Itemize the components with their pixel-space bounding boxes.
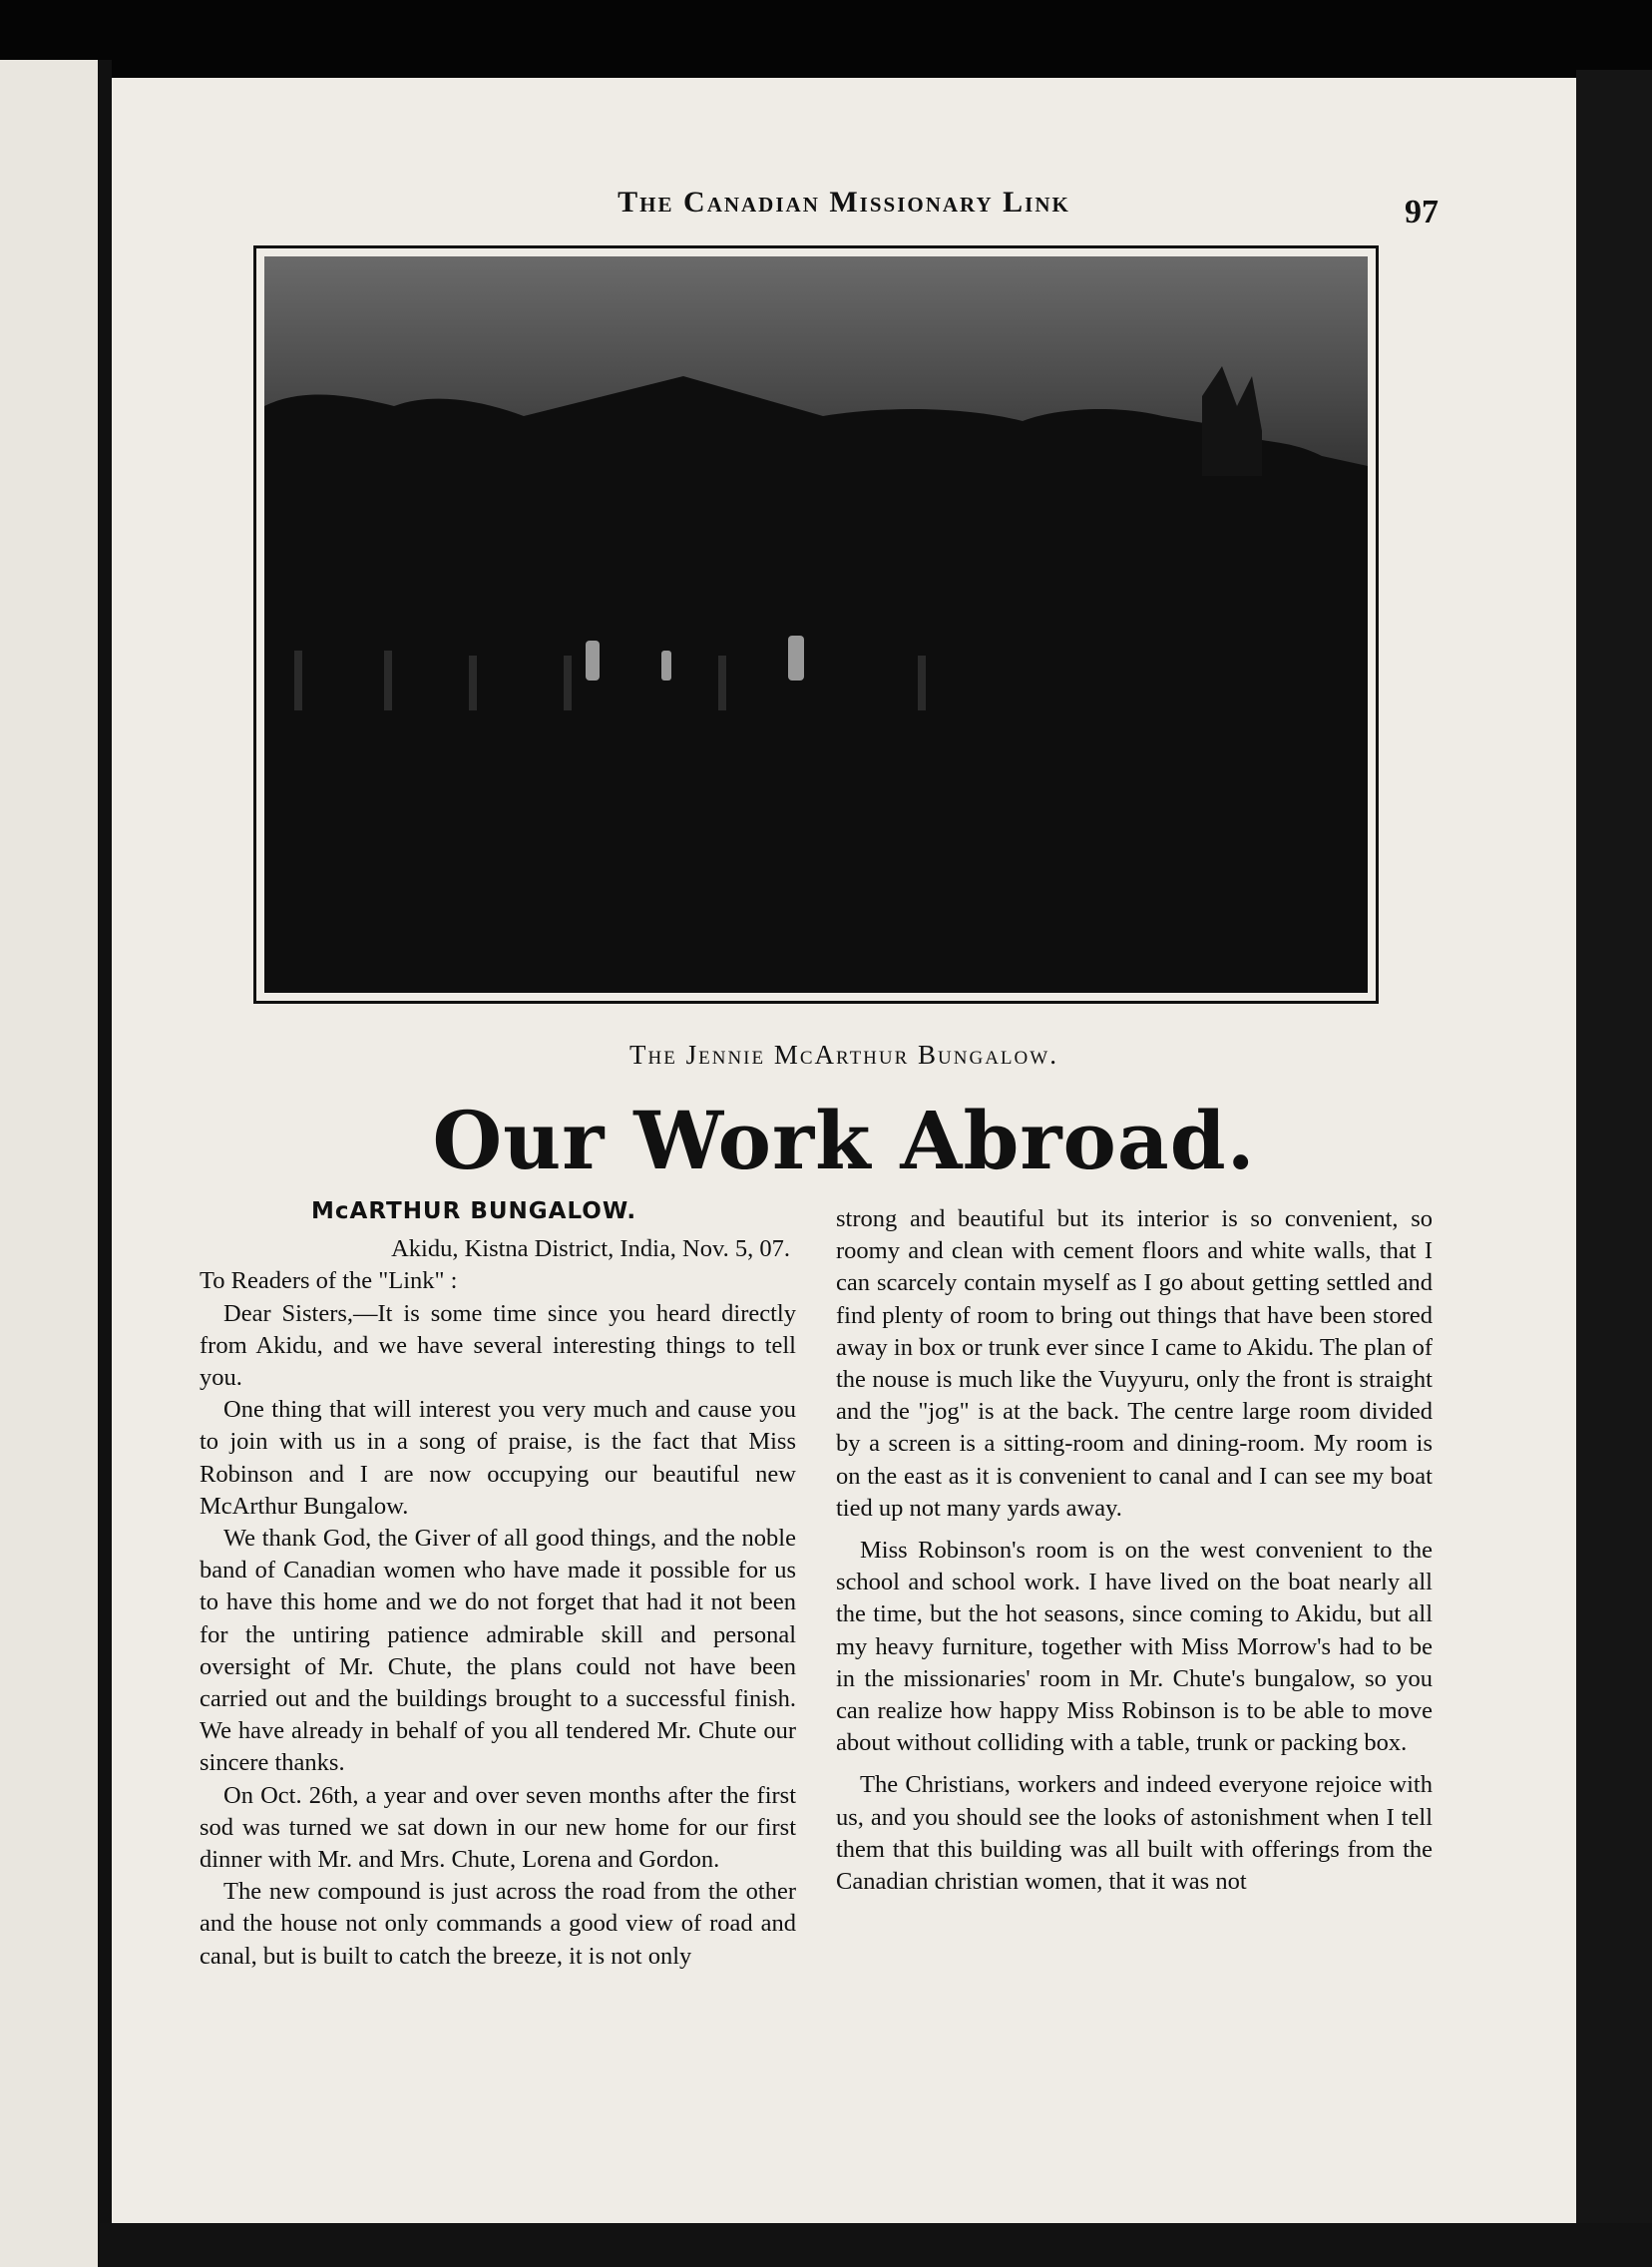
paragraph: We thank God, the Giver of all good things, and the noble band of Canadian women who have made it possible for us to have this home and we do not forget that had it not been for the untiring patience admirable skill and personal oversight of Mr. Chute, the plans could not have been carried out and the buildings brought to a successful finish. We have already in behalf of you all tendered Mr. Chute our sincere thanks. (200, 1525, 796, 1777)
right-column (836, 1203, 1433, 1898)
article-dateline: Akidu, Kistna District, India, Nov. 5, 07. (391, 1235, 790, 1263)
left-column (200, 1195, 796, 1973)
article-salutation: To Readers of the "Link" : (200, 1267, 458, 1295)
photo-frame (253, 245, 1379, 1004)
section-title: Our Work Abroad. (432, 1094, 1256, 1187)
bungalow-photo-image (264, 256, 1368, 993)
paragraph: Dear Sisters,—It is some time since you heard directly from Akidu, and we have several interesting things to tell you. (200, 1299, 796, 1392)
bungalow-photo (264, 256, 1368, 993)
magazine-page (112, 78, 1576, 2223)
article-heading: McARTHUR BUNGALOW. (311, 1198, 637, 1224)
paragraph: Miss Robinson's room is on the west convenient to the school and school work. I have lived on the boat nearly all the time, but the hot seasons, since coming to Akidu, but all my heavy furniture, together with Miss Morrow's had to be in the missionaries' room in Mr. Chute's bungalow, so you can realize how happy Miss Robinson is to be able to move about without colliding with a table, trunk or packing box. (836, 1537, 1433, 1757)
page-number: 97 (1405, 194, 1439, 230)
paragraph: strong and beautiful but its interior is so convenient, so roomy and clean with cement floors and white walls, that I can scarcely contain myself as I go about getting settled and find plenty of room to bring out things that have been stored away in box or trunk ever since I came to Akidu. The plan of the nouse is much like the Vuyyuru, only the front is straight and the "jog" is at the back. The centre large room divided by a screen is a sitting-room and dining-room. My room is on the east as it is convenient to canal and I can see my boat tied up not many yards away. (836, 1205, 1433, 1522)
facing-page-edge (0, 60, 100, 2267)
photo-caption: The Jennie McArthur Bungalow. (629, 1040, 1058, 1070)
running-head: The Canadian Missionary Link (618, 186, 1070, 219)
paragraph: The Christians, workers and indeed everyone rejoice with us, and you should see the looks of astonishment when I tell them that this building was all built with offerings from the Canadian christian women, that it was not (836, 1771, 1433, 1896)
scan-top-border (0, 0, 1652, 78)
binding-gutter (98, 60, 112, 2267)
scan-bottom-border (100, 2223, 1652, 2267)
scan-right-border (1576, 70, 1652, 2267)
paragraph: On Oct. 26th, a year and over seven months after the first sod was turned we sat down in our new home for our first dinner with Mr. and Mrs. Chute, Lorena and Gordon. (200, 1781, 796, 1874)
paragraph: The new compound is just across the road from the other and the house not only commands a good view of road and canal, but is built to catch the breeze, it is not only (200, 1878, 796, 1970)
paragraph: One thing that will interest you very much and cause you to join with us in a song of praise, is the fact that Miss Robinson and I are now occupying our beautiful new McArthur Bungalow. (200, 1396, 796, 1520)
